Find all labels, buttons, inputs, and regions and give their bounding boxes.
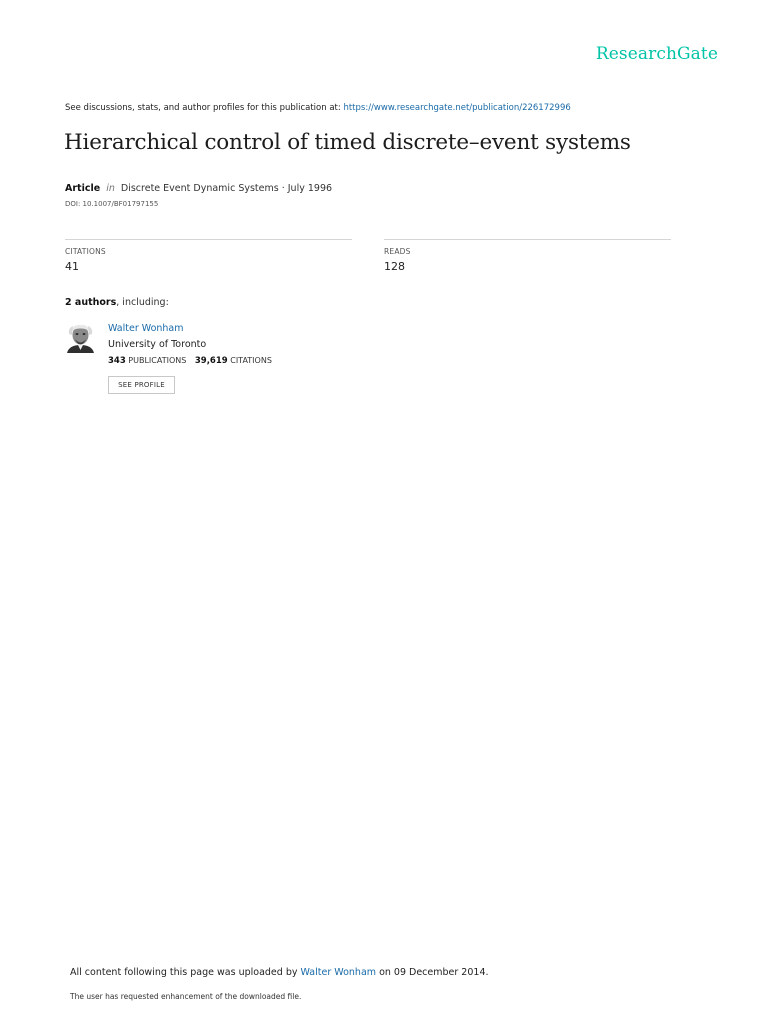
citations-value: 41 — [65, 260, 79, 273]
discussion-text: See discussions, stats, and author profiles for this publication at: — [65, 103, 341, 113]
enhancement-note: The user has requested enhancement of the downloaded file. — [70, 992, 302, 1001]
uploader-link[interactable]: Walter Wonham — [300, 967, 377, 978]
publication-meta — [65, 183, 332, 194]
author-avatar[interactable] — [65, 322, 96, 353]
authors-count: 2 authors — [65, 297, 117, 308]
upload-note — [70, 967, 489, 978]
author-citations-label: CITATIONS — [230, 356, 272, 365]
citations-label: CITATIONS — [65, 247, 106, 256]
publication-title: Hierarchical control of timed discrete–event systems — [64, 130, 631, 155]
publications-label: PUBLICATIONS — [128, 356, 187, 365]
author-citations-count: 39,619 — [194, 356, 228, 366]
author-name-link[interactable]: Walter Wonham — [108, 323, 184, 334]
divider-left — [65, 239, 352, 240]
authors-heading — [65, 297, 169, 308]
portrait-icon — [65, 322, 96, 353]
upload-prefix: All content following this page was uploaded by — [70, 967, 298, 978]
author-institution: University of Toronto — [108, 339, 207, 350]
article-type: Article — [65, 183, 101, 194]
researchgate-logo[interactable]: ResearchGate — [595, 44, 718, 64]
journal-date: Discrete Event Dynamic Systems · July 1996 — [120, 183, 333, 194]
upload-suffix: on 09 December 2014. — [379, 967, 489, 978]
publication-link[interactable]: https://www.researchgate.net/publication/226172996 — [343, 103, 571, 113]
reads-value: 128 — [384, 260, 405, 273]
reads-label: READS — [384, 247, 411, 256]
see-profile-button[interactable]: SEE PROFILE — [108, 376, 175, 394]
authors-suffix: , including: — [116, 297, 169, 308]
in-label: in — [106, 183, 115, 194]
discussion-line — [65, 103, 571, 113]
publications-count: 343 — [108, 356, 126, 366]
doi: DOI: 10.1007/BF01797155 — [65, 200, 159, 208]
divider-right — [384, 239, 671, 240]
author-counts — [108, 356, 272, 366]
